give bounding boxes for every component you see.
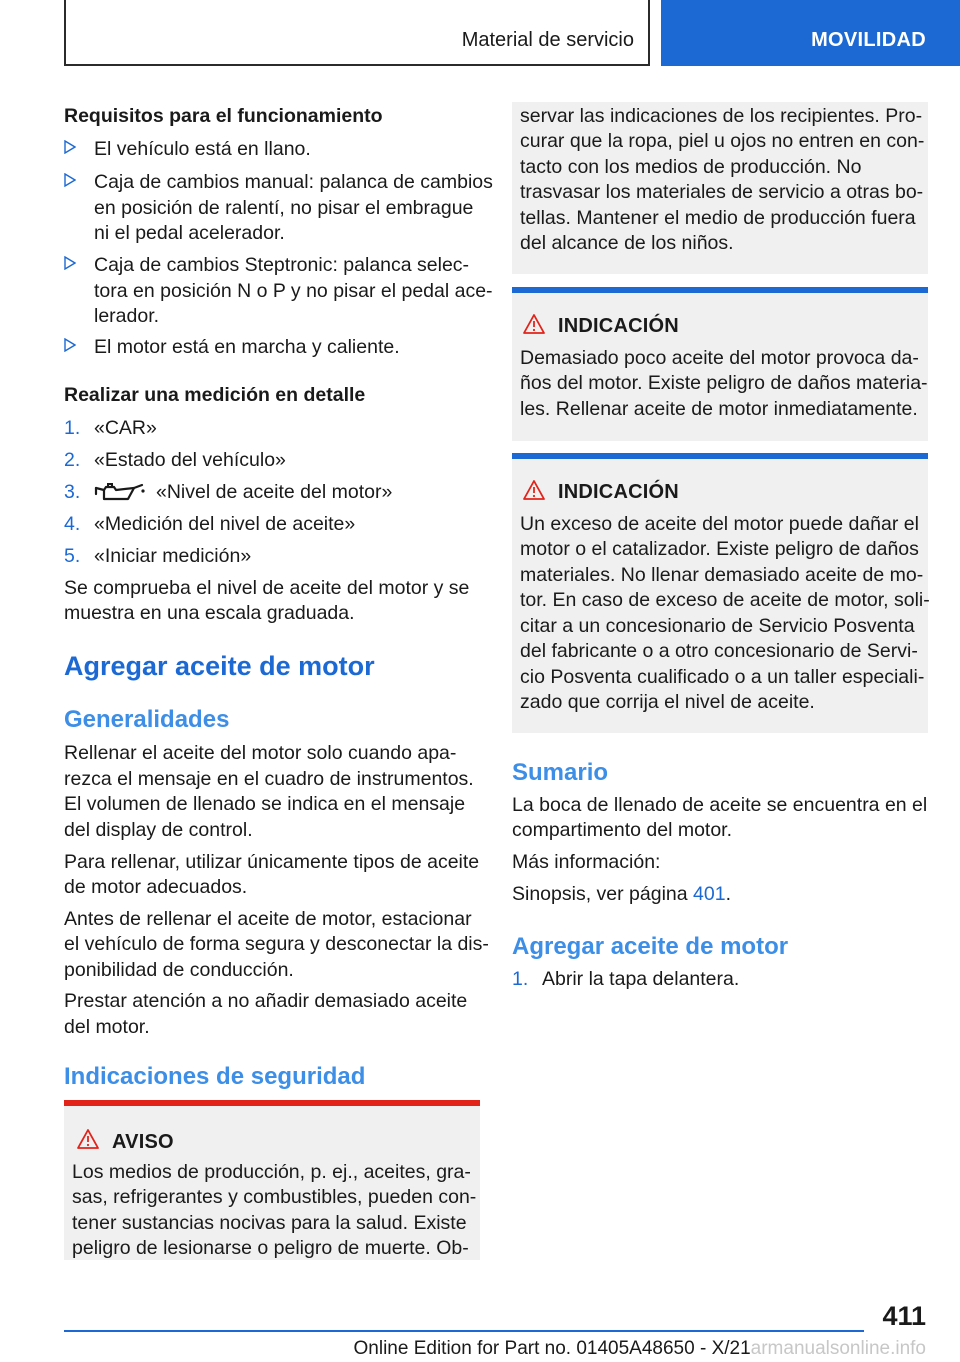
notice-text-line: cio Posventa cualificado o a un taller especiali‐ bbox=[520, 666, 925, 688]
synopsis-prefix: Sinopsis, ver página bbox=[512, 883, 694, 905]
add-oil-heading: Agregar aceite de motor bbox=[512, 933, 789, 960]
main-heading: Agregar aceite de motor bbox=[64, 651, 375, 681]
footer-watermark: armanualsonline.info bbox=[750, 1338, 926, 1359]
notice-text-line: les. Rellenar aceite de motor inmediatamente. bbox=[520, 398, 918, 420]
step-item bbox=[64, 512, 480, 538]
warning-text-line: peligro de lesionarse o peligro de muerte. Ob‐ bbox=[72, 1237, 469, 1259]
notice-text-line: Un exceso de aceite del motor puede dañar el bbox=[520, 513, 919, 535]
warning-triangle-icon bbox=[76, 1128, 100, 1150]
step-text: «Estado del vehículo» bbox=[94, 449, 286, 471]
warning-text-line: curar que la ropa, piel u ojos no entren en con‐ bbox=[520, 130, 925, 152]
header-tab-movilidad[interactable] bbox=[661, 0, 960, 66]
safety-heading: Indicaciones de seguridad bbox=[64, 1063, 366, 1090]
notice-text-line: zado que corrija el nivel de aceite. bbox=[520, 691, 815, 713]
triangle-bullet-icon bbox=[64, 173, 76, 187]
notice-text-line: Demasiado poco aceite del motor provoca da‐ bbox=[520, 347, 919, 369]
paragraph-line: compartimento del motor. bbox=[512, 819, 733, 841]
warning-triangle-icon bbox=[522, 479, 546, 501]
notice-title: INDICACIÓN bbox=[558, 481, 679, 503]
warning-text-line: tellas. Mantener el medio de producción fuera bbox=[520, 207, 916, 229]
step-text: «CAR» bbox=[94, 417, 157, 439]
triangle-bullet-icon bbox=[64, 338, 76, 352]
warning-triangle-icon bbox=[522, 313, 546, 335]
synopsis-suffix: . bbox=[725, 883, 731, 905]
step-number: 5. bbox=[64, 545, 81, 567]
detail-heading: Realizar una medición en detalle bbox=[64, 384, 366, 406]
paragraph-line: Para rellenar, utilizar únicamente tipos de aceite bbox=[64, 851, 480, 873]
step-number: 3. bbox=[64, 481, 81, 503]
bullet-text: Caja de cambios manual: palanca de cambios bbox=[94, 171, 493, 193]
warning-box bbox=[64, 1100, 480, 1260]
paragraph-line: muestra en una escala graduada. bbox=[64, 602, 355, 624]
step-item bbox=[64, 416, 480, 442]
bullet-text: en posición de ralentí, no pisar el embrague bbox=[94, 196, 474, 219]
notice-text-line: citar a un concesionario de Servicio Posventa bbox=[520, 615, 915, 637]
requirements-heading: Requisitos para el funcionamiento bbox=[64, 105, 383, 127]
bullet-text: lerador. bbox=[94, 305, 160, 327]
footer-edition-text: Online Edition for Part no. 01405A48650 - X/21 bbox=[353, 1338, 751, 1359]
header-section-box bbox=[64, 0, 650, 66]
warning-accent-bar bbox=[64, 1100, 480, 1106]
warning-box-continued bbox=[512, 102, 928, 274]
bullet-text: El vehículo está en llano. bbox=[94, 138, 311, 160]
step-text: «Medición del nivel de aceite» bbox=[94, 513, 356, 535]
summary-heading: Sumario bbox=[512, 759, 609, 786]
notice-box bbox=[512, 453, 928, 733]
paragraph-line: rezca el mensaje en el cuadro de instrumentos. bbox=[64, 768, 474, 790]
step-item bbox=[512, 967, 928, 993]
step-text: «Iniciar medición» bbox=[94, 545, 252, 567]
paragraph-line: La boca de llenado de aceite se encuentra en el bbox=[512, 794, 928, 816]
step-item bbox=[64, 480, 480, 506]
step-text: «Nivel de aceite del motor» bbox=[156, 481, 393, 503]
triangle-bullet-icon bbox=[64, 256, 76, 270]
notice-text-line: ños del motor. Existe peligro de daños materia‐ bbox=[520, 372, 928, 394]
paragraph-line: del motor. bbox=[64, 1016, 150, 1038]
step-text: Abrir la tapa delantera. bbox=[542, 968, 740, 990]
paragraph-line: Rellenar el aceite del motor solo cuando apa‐ bbox=[64, 742, 457, 764]
paragraph-line: Se comprueba el nivel de aceite del motor y se bbox=[64, 577, 470, 599]
warning-text-line: servar las indicaciones de los recipientes. Pro‐ bbox=[520, 105, 923, 127]
notice-text-line: materiales. No llenar demasiado aceite de mo‐ bbox=[520, 564, 924, 586]
bullet-text: El motor está en marcha y caliente. bbox=[94, 336, 400, 358]
paragraph-line: del display de control. bbox=[64, 819, 253, 841]
paragraph-line: Prestar atención a no añadir demasiado aceite bbox=[64, 990, 468, 1012]
page-link-401[interactable]: 401 bbox=[693, 883, 726, 905]
warning-text-line: tacto con los medios de producción. No bbox=[520, 156, 862, 178]
synopsis-reference bbox=[512, 882, 928, 908]
step-item bbox=[64, 544, 480, 570]
paragraph-line: ponibilidad de conducción. bbox=[64, 959, 294, 981]
notice-box bbox=[512, 287, 928, 441]
paragraph-line: El volumen de llenado se indica en el mensaje bbox=[64, 793, 466, 815]
general-heading: Generalidades bbox=[64, 706, 230, 733]
step-number: 1. bbox=[512, 968, 529, 990]
warning-title: AVISO bbox=[112, 1131, 174, 1153]
warning-text-line: trasvasar los materiales de servicio a otras bo‐ bbox=[520, 181, 924, 203]
footer-divider bbox=[64, 1330, 864, 1332]
page-number: 411 bbox=[882, 1301, 926, 1331]
footer-edition bbox=[354, 1338, 927, 1360]
notice-text-line: motor o el catalizador. Existe peligro de daños bbox=[520, 538, 919, 560]
step-number: 2. bbox=[64, 449, 81, 471]
bullet-text: Caja de cambios Steptronic: palanca selec‐ bbox=[94, 254, 470, 276]
paragraph-line: Antes de rellenar el aceite de motor, estacionar bbox=[64, 908, 472, 930]
more-info-label: Más información: bbox=[512, 851, 661, 873]
warning-text-line: tener sustancias nocivas para la salud. Existe bbox=[72, 1212, 467, 1234]
triangle-bullet-icon bbox=[64, 140, 76, 154]
warning-text-line: Los medios de producción, p. ej., aceites, gra‐ bbox=[72, 1161, 471, 1183]
oil-can-icon bbox=[94, 482, 146, 504]
step-item bbox=[64, 448, 480, 474]
notice-accent-bar bbox=[512, 287, 928, 293]
paragraph-line: de motor adecuados. bbox=[64, 876, 248, 898]
header-tab-label: MOVILIDAD bbox=[811, 29, 926, 51]
notice-accent-bar bbox=[512, 453, 928, 459]
header-section-title: Material de servicio bbox=[461, 29, 634, 51]
notice-text-line: tor. En caso de exceso de aceite de motor, soli‐ bbox=[520, 589, 930, 611]
step-number: 4. bbox=[64, 513, 81, 535]
bullet-text: ni el pedal acelerador. bbox=[94, 222, 285, 244]
bullet-text: tora en posición N o P y no pisar el pedal ace‐ bbox=[94, 279, 493, 302]
paragraph-line: el vehículo de forma segura y desconectar la dis‐ bbox=[64, 933, 489, 955]
notice-text-line: del fabricante o a otro concesionario de Servi‐ bbox=[520, 640, 918, 662]
warning-text-line: sas, refrigerantes y combustibles, pueden con‐ bbox=[72, 1186, 477, 1208]
notice-title: INDICACIÓN bbox=[558, 315, 679, 337]
step-number: 1. bbox=[64, 417, 81, 439]
warning-text-line: del alcance de los niños. bbox=[520, 232, 734, 254]
